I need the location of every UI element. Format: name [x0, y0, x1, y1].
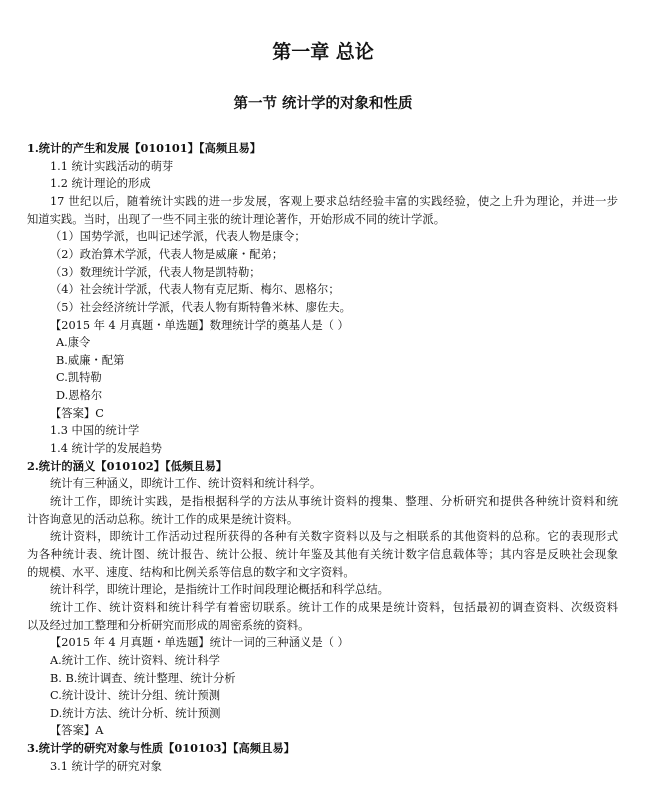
text-line: （1）国势学派，也叫记述学派，代表人物是康令；: [50, 230, 306, 244]
text-line: 【答案】C: [50, 406, 104, 420]
text-line: （2）政治算术学派，代表人物是威廉・配弟；: [50, 247, 284, 261]
text-line: A.统计工作、统计资料、统计科学: [50, 653, 220, 667]
text-line: 知道实践。当时，出现了一些不同主张的统计理论著作，开始形成不同的统计学派。: [27, 212, 445, 226]
section-heading: 2.统计的涵义【010102】【低频且易】: [27, 458, 228, 473]
text-line: 【答案】A: [50, 724, 104, 738]
text-line: 统计工作，即统计实践，是指根据科学的方法从事统计资料的搜集、整理、分析研究和提供各种统计资料和统: [50, 495, 618, 508]
text-line: 为各种统计表、统计图、统计报告、统计公报、统计年鉴及其他有关统计数字信息载体等；其内容是反映社会现象: [27, 547, 618, 561]
text-line: 统计工作、统计资料和统计科学有着密切联系。统计工作的成果是统计资料，包括最初的调查资料、次级资料: [50, 600, 618, 614]
text-line: 【2015 年 4 月真题・单选题】统计一词的三种涵义是（ ）: [50, 636, 349, 650]
text-line: 1.4 统计学的发展趋势: [50, 442, 162, 456]
text-line: 统计科学，即统计理论，是指统计工作时间段理论概括和科学总结。: [50, 583, 389, 597]
text-line: （5）社会经济统计学派，代表人物有斯特鲁米林、廖佐夫。: [50, 300, 351, 314]
text-line: D.统计方法、统计分析、统计预测: [50, 706, 221, 720]
text-line: 【2015 年 4 月真题・单选题】数理统计学的奠基人是（ ）: [50, 318, 349, 332]
text-line: （3）数理统计学派，代表人物是凯特勒；: [50, 265, 261, 279]
text-line: 以及经过加工整理和分析研究而形成的周密系统的资料。: [27, 618, 310, 632]
text-line: 1.1 统计实践活动的萌芽: [50, 159, 174, 173]
text-line: 1.2 统计理论的形成: [50, 177, 151, 191]
text-line: 17 世纪以后，随着统计实践的进一步发展，客观上要求总结经验丰富的实践经验，使之上升为理论，并进一步: [50, 194, 618, 208]
text-line: C.凯特勒: [56, 371, 102, 385]
text-line: A.康令: [56, 336, 91, 350]
text-line: C.统计设计、统计分组、统计预测: [50, 689, 220, 703]
text-line: B.威廉・配第: [56, 353, 125, 367]
section-heading: 3.统计学的研究对象与性质【010103】【高频且易】: [27, 741, 295, 756]
section-heading: 1.统计的产生和发展【010101】【高频且易】: [27, 141, 262, 155]
text-line: （4）社会统计学派，代表人物有克尼斯、梅尔、恩格尔；: [50, 283, 340, 297]
chapter-title: 第一章 总论: [272, 41, 374, 63]
text-line: B. B.统计调查、统计整理、统计分析: [50, 671, 236, 685]
text-line: D.恩格尔: [56, 389, 103, 403]
text-line: 的规模、水平、速度、结构和比例关系等信息的数字和文字资料。: [27, 565, 355, 579]
text-line: 1.3 中国的统计学: [50, 424, 140, 438]
text-line: 统计资料，即统计工作活动过程所获得的各种有关数字资料以及与之相联系的其他资料的总称。它的表现形式: [50, 530, 618, 544]
text-line: 计咨询意见的活动总称。统计工作的成果是统计资料。: [27, 512, 299, 526]
text-line: 统计有三种涵义，即统计工作、统计资料和统计科学。: [50, 477, 322, 491]
section-title: 第一节 统计学的对象和性质: [233, 95, 413, 112]
text-line: 3.1 统计学的研究对象: [50, 759, 162, 773]
